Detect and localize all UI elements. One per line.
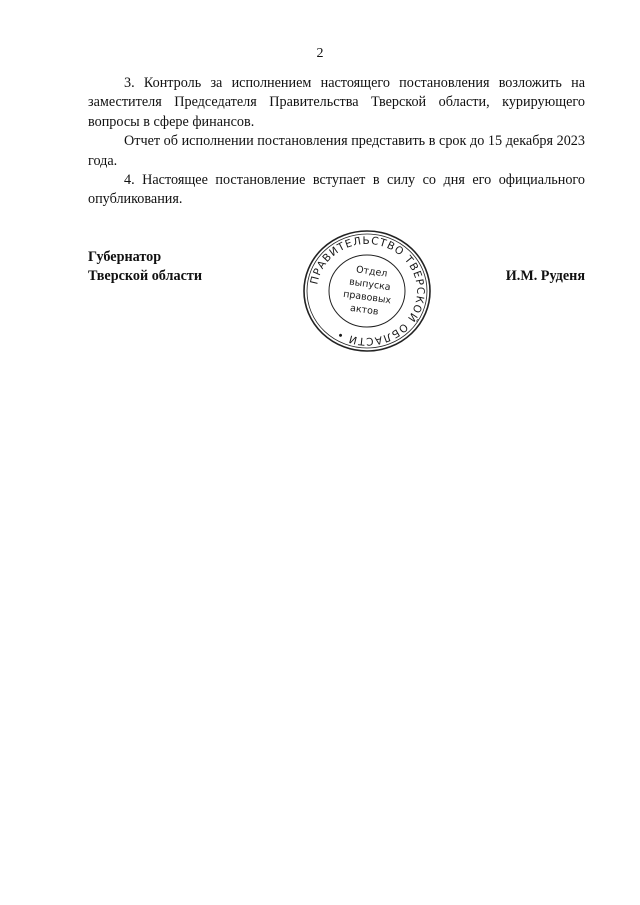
signatory-position xyxy=(88,248,202,286)
stamp-ring-text: ПРАВИТЕЛЬСТВО ТВЕРСКОЙ ОБЛАСТИ • xyxy=(308,234,427,348)
stamp-center-line-2: выпуска xyxy=(348,276,392,294)
signatory-position-line2: Тверской области xyxy=(88,268,203,284)
stamp-center-line-4: актов xyxy=(349,302,380,318)
signatory-position-line1: Губернатор xyxy=(88,249,162,265)
document-body xyxy=(88,74,585,210)
paragraph-effective: 4. Настоящее постановление вступает в силу со дня его официального опубликования. xyxy=(88,172,585,208)
stamp-center-line-1: Отдел xyxy=(355,264,389,280)
paragraph-report: Отчет об исполнении постановления представить в срок до 15 декабря 2023 года. xyxy=(88,133,585,169)
paragraph-control: 3. Контроль за исполнением настоящего постановления возложить на заместителя Председателя Правительства Тверской области, курирующего вопросы в сфере финансов. xyxy=(88,75,585,130)
page-number: 2 xyxy=(316,46,324,61)
official-stamp xyxy=(297,226,437,356)
signatory-name: И.М. Руденя xyxy=(505,268,585,284)
stamp-seal-graphic xyxy=(297,226,437,356)
stamp-center-line-3: правовых xyxy=(342,288,392,307)
